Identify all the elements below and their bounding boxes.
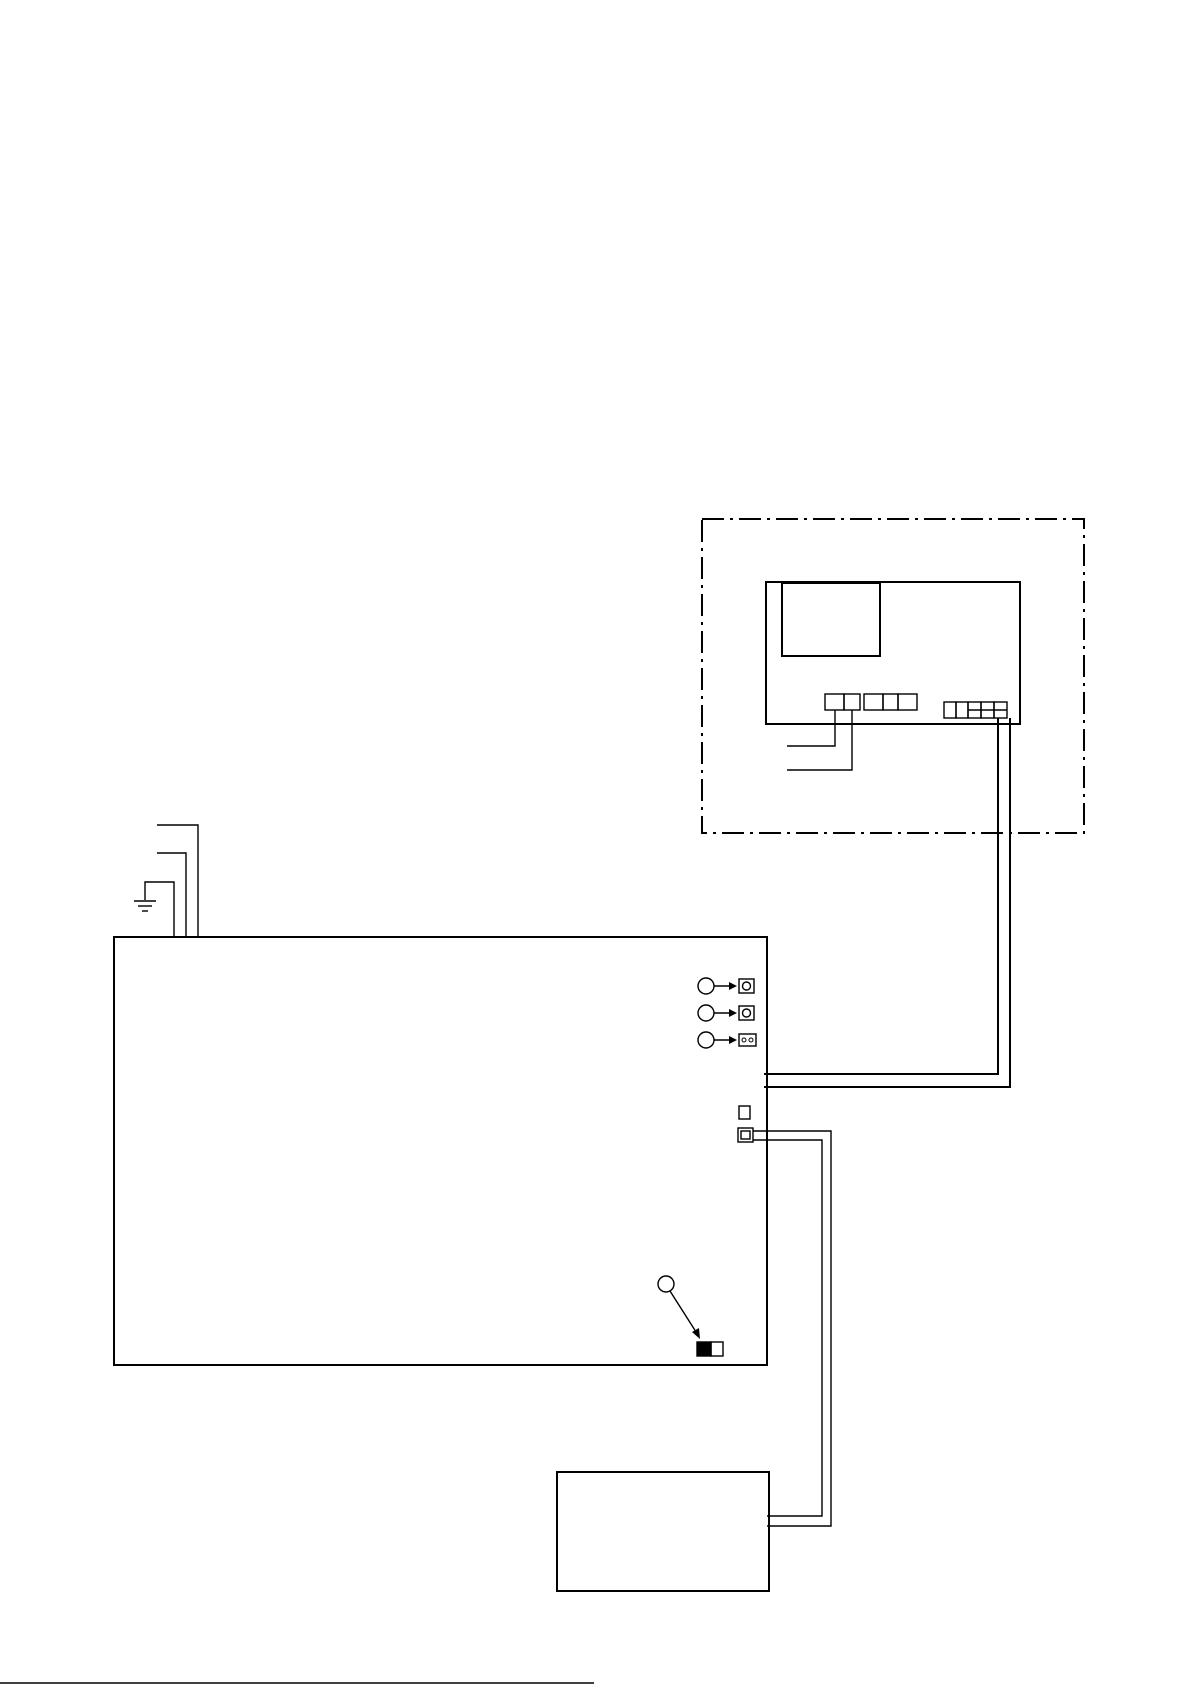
ron-jumper-group: [698, 1032, 756, 1048]
ribbon-cable-inner: [753, 1140, 822, 1516]
ground-icon: [134, 901, 156, 911]
display-control-card: [557, 1472, 769, 1591]
supply-wire-1: [157, 825, 198, 937]
local-switch[interactable]: [697, 1342, 711, 1356]
j13-connector: [739, 1106, 750, 1119]
bus-wire-2: [764, 718, 998, 1074]
remote-display-window: [782, 583, 880, 656]
remote-neutral-wire: [787, 710, 852, 770]
remote-j1-terminal: [825, 694, 860, 710]
local-switch-group: [658, 1276, 723, 1356]
essai-button[interactable]: [739, 1006, 754, 1020]
ribbon-cable-outer: [753, 1131, 831, 1526]
supply-wire-2: [157, 853, 186, 937]
bus-wire-1: [764, 718, 1010, 1087]
config-button-group: [698, 978, 754, 994]
cpu-card: [114, 937, 767, 1365]
config-button[interactable]: [739, 979, 754, 993]
remote-control-board: [766, 582, 1020, 724]
earth-wire: [145, 882, 174, 937]
remote-j2-j3-terminal: [944, 702, 1007, 718]
remote-j4-terminal: [864, 694, 917, 710]
remote-phase-wire: [787, 710, 835, 746]
essai-button-group: [698, 1005, 754, 1021]
remote-control-enclosure: [702, 519, 1084, 833]
j7-connector: [738, 1128, 753, 1142]
